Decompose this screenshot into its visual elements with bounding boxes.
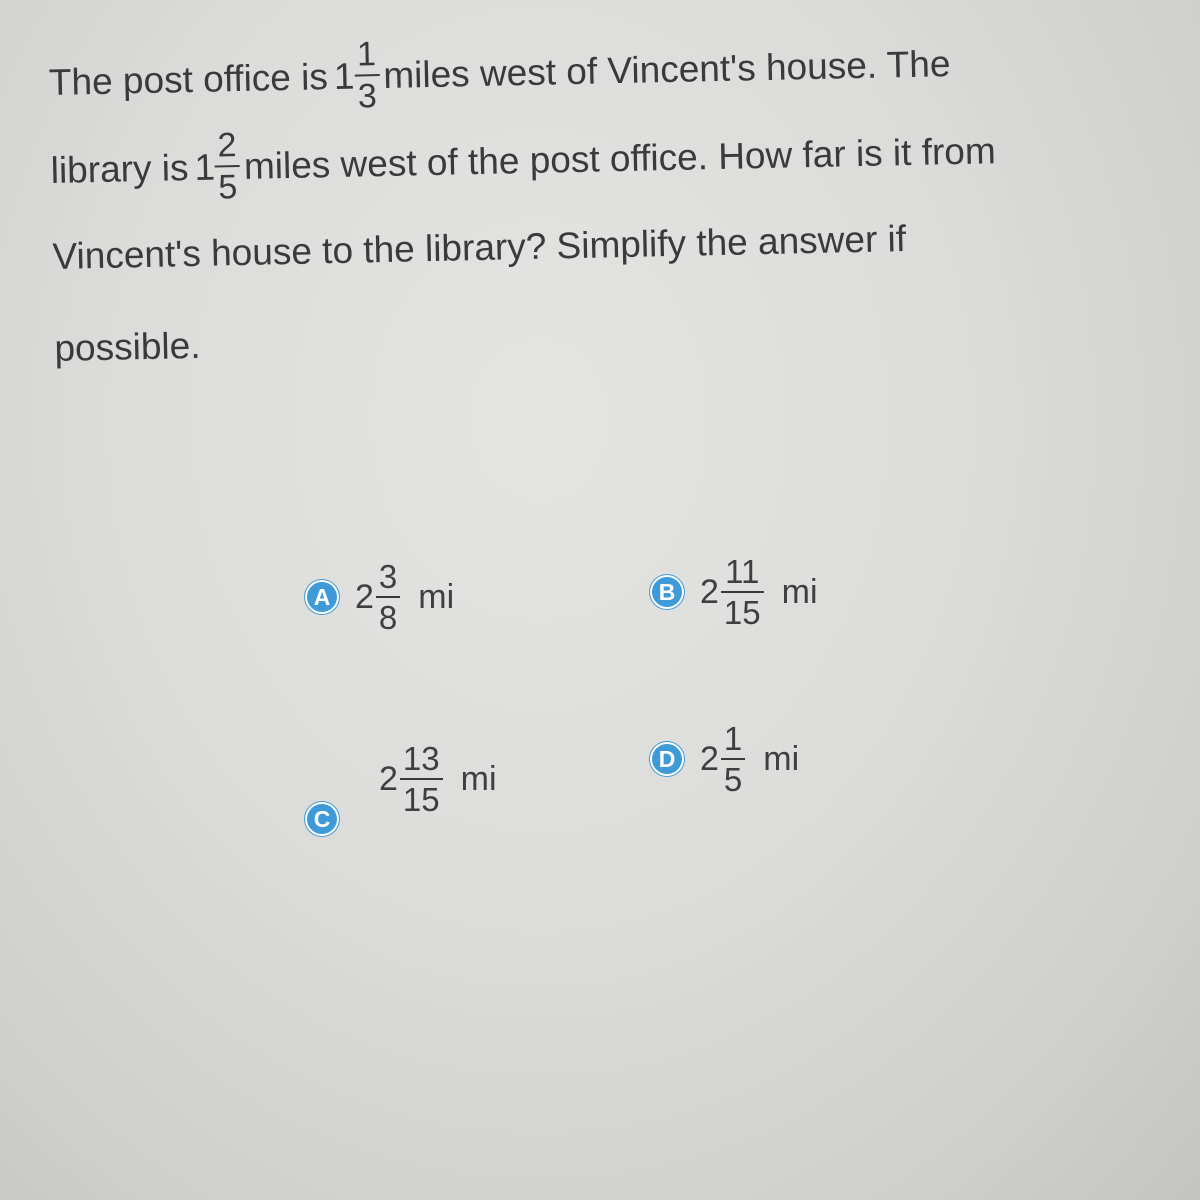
fraction-numerator: 1 [723, 720, 743, 757]
choice-c-fraction [400, 742, 443, 816]
fraction-bar [400, 778, 443, 780]
choice-c-whole: 2 [379, 759, 398, 798]
choice-a-whole: 2 [355, 577, 374, 616]
choice-d-answer [700, 722, 799, 796]
choice-c-badge[interactable]: C [305, 802, 339, 836]
choice-d-badge[interactable]: D [650, 742, 684, 776]
fraction-numerator: 2 [217, 126, 237, 165]
choice-b-badge[interactable]: B [650, 575, 684, 609]
question-line-3: Vincent's house to the library? Simplify the answer if [52, 217, 907, 277]
choice-a-fraction [376, 560, 400, 634]
choice-a[interactable] [305, 560, 454, 634]
question-line-2-before: library is [50, 146, 189, 191]
choice-d-whole: 2 [700, 739, 719, 778]
fraction-numerator: 3 [378, 558, 398, 595]
fraction-denominator: 3 [357, 77, 378, 116]
fraction-numerator: 13 [402, 740, 440, 777]
fraction-numerator: 1 [356, 35, 377, 74]
choice-d-unit: mi [763, 739, 800, 778]
fraction-denominator: 8 [378, 599, 398, 636]
choice-b-whole: 2 [700, 572, 719, 611]
choice-b-answer [700, 555, 818, 629]
question-line-1-after: miles west of Vincent's house. The [382, 42, 951, 96]
question-line-4: possible. [54, 324, 201, 369]
choice-d[interactable] [650, 722, 799, 796]
fraction-numerator: 11 [725, 553, 760, 590]
choice-b-unit: mi [781, 572, 818, 611]
question-line-2-whole: 1 [194, 146, 216, 188]
choice-a-unit: mi [418, 577, 455, 616]
choice-a-answer [355, 560, 454, 634]
choice-b[interactable] [650, 555, 818, 629]
fraction-bar [721, 591, 764, 593]
question-line-1-before: The post office is [48, 55, 329, 103]
choice-b-fraction [721, 555, 764, 629]
choice-d-fraction [721, 722, 745, 796]
choice-a-badge[interactable]: A [305, 580, 339, 614]
fraction-denominator: 15 [723, 594, 761, 631]
fraction-denominator: 5 [723, 761, 743, 798]
fraction-denominator: 5 [218, 168, 238, 207]
question-line-2-after: miles west of the post office. How far is it from [243, 129, 997, 187]
fraction-denominator: 15 [402, 781, 440, 818]
fraction-bar [721, 758, 745, 760]
fraction-bar [376, 596, 400, 598]
choice-c-unit: mi [460, 759, 497, 798]
choice-c[interactable] [305, 722, 497, 836]
choice-c-answer [379, 742, 497, 816]
question-line-1-whole: 1 [333, 55, 355, 97]
